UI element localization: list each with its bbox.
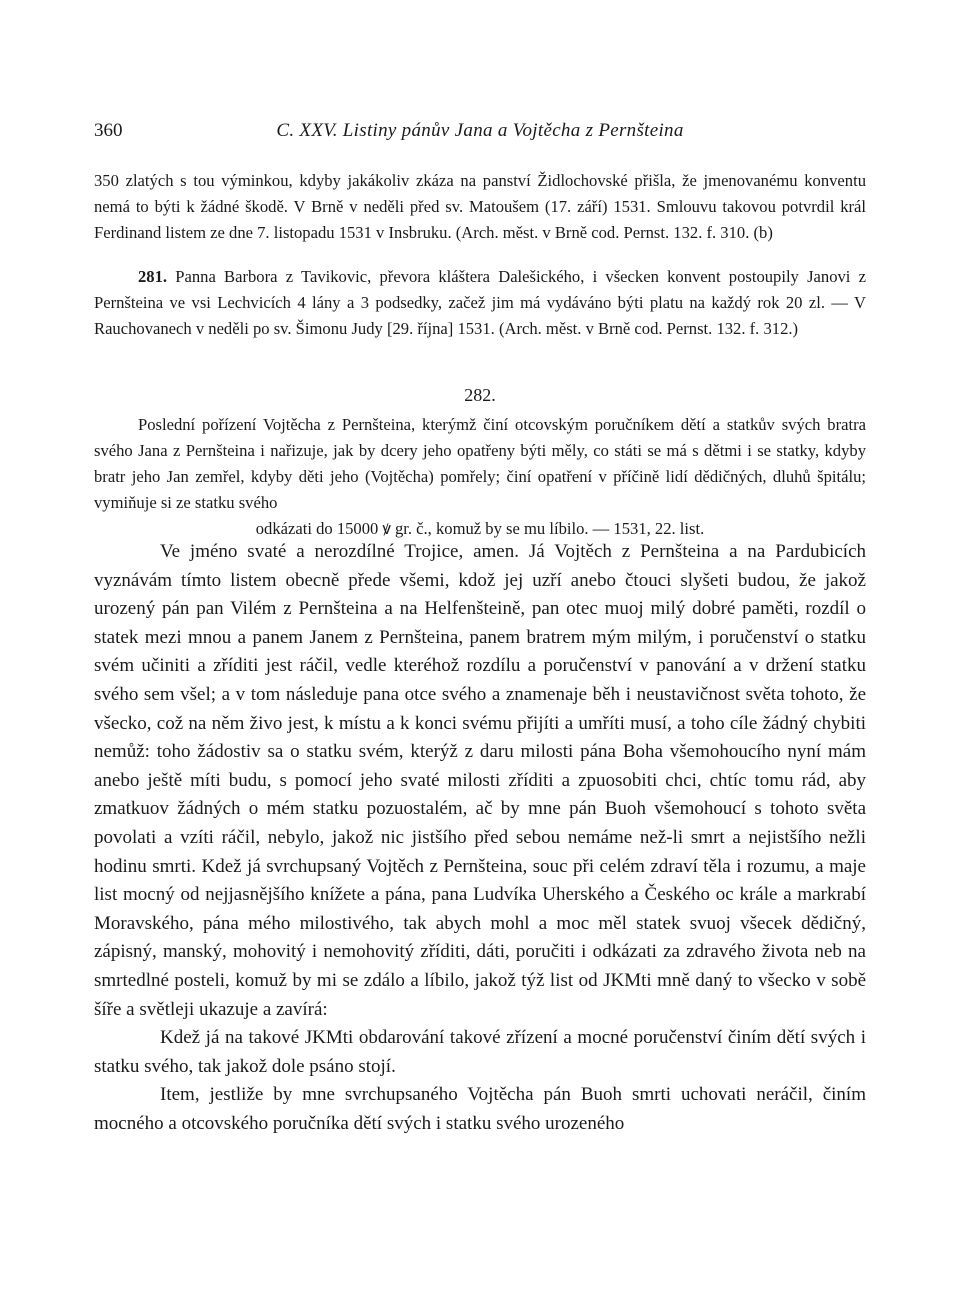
regest-last-line: odkázati do 15000 ꝟ gr. č., komuž by se mu líbilo. — 1531, 22. list. — [255, 519, 705, 538]
body-paragraph: Item, jestliže by mne svrchupsaného Vojtěcha pán Buoh smrti uchovati neráčil, činím mocného a otcovského poručníka dětí svých i statku svého urozeného — [94, 1084, 866, 1134]
entry-282-regest — [94, 412, 866, 542]
document-body — [94, 538, 866, 1138]
entry-282-number: 282. — [464, 385, 496, 405]
regest-text: Poslední pořízení Vojtěcha z Pernšteina, kterýmž činí otcovským poručníkem dětí a statkův svých bratra svého Jana z Pernšteina i nařizuje, jak by dcery jeho opatřeny býti měly, co státi se má s dětmi i se statky, kdyby bratr jeho Jan zemřel, kdyby děti jeho (Vojtěcha) pomřely; činí opatření v příčině lidí dědičných, dluhů špitálu; vymiňuje si ze statku svého — [94, 415, 866, 512]
entry-281-text: Panna Barbora z Tavikovic, převora kláštera Dalešického, i všecken konvent postoupily Janovi z Pernšteina ve vsi Lechvicích 4 lány a 3 podsedky, začež jim má vydáváno býti platu na každý rok 20 zl. — V Rauchovanech v neděli po sv. Šimonu Judy [29. října] 1531. (Arch. měst. v Brně cod. Pernst. 132. f. 312.) — [94, 267, 866, 338]
entry-281-number: 281. — [138, 267, 168, 286]
body-paragraph: Ve jméno svaté a nerozdílné Trojice, amen. Já Vojtěch z Pernšteina a na Pardubicích vyznávám tímto listem obecně přede všemi, kdož jej uzří anebo čtouci slyšeti budou, že jakož urozený pán pan Vilém z Pernšteina a na Helfenšteině, pan otec muoj milý dobré paměti, rozdíl o statek mezi mnou a panem Janem z Pernšteina, panem bratrem mým milým, i poručenství o statku svém učiniti a zříditi jest ráčil, vedle kteréhož rozdílu a poručenství v panování a v držení statku svého sem všel; a v tom následuje pana otce svého a znamenaje běh i neustavičnost světa tohoto, že všecko, což na něm živo jest, k místu a k konci svému přijíti a umříti musí, a toho cíle žádný chybiti nemůž: toho žádostiv sa o statku svém, kterýž z daru milosti pána Boha všemohoucího nyní mám anebo ještě míti budu, s pomocí jeho svaté milosti zříditi a zpuosobiti chci, chtíc tomu rád, aby zmatkuov žádných o mém statku pozuostalém, ač by mne pán Buoh všemohoucí s tohoto světa povolati a vzíti ráčil, nebylo, jakož nic jistšího před sebou nemáme než-li smrt a nejistšího nežli hodinu smrti. Kdež já svrchupsaný Vojtěch z Pernšteina, souc při celém zdraví těla i rozumu, a maje list mocný od nejjasnějšího knížete a pána, pana Ludvíka Uherského a Českého oc krále a markrabí Moravského, pána mého milostivého, tak abych mohl a moc měl statek svuoj všecek dědičný, zápisný, manský, mohovitý i nemohovitý zříditi, dáti, poručiti i odkázati za zdravého života neb na smrtedlné posteli, komuž by mi se zdálo a líbilo, jakož týž list od JKMti mně daný to všecko v sobě šíře a světleji ukazuje a zavírá: — [94, 541, 866, 1020]
page-number: 360 — [94, 120, 123, 141]
page-header — [94, 120, 866, 148]
entry-281 — [94, 264, 866, 342]
running-title: C. XXV. Listiny pánův Jana a Vojtěcha z Pernšteina — [276, 120, 684, 141]
continuation-paragraph — [94, 168, 866, 246]
continuation-text: 350 zlatých s tou výminkou, kdyby jakákoliv zkáza na panství Židlochovské přišla, že jmenovanému konventu nemá to býti k žádné škodě. V Brně v neděli před sv. Matoušem (17. září) 1531. Smlouvu takovou potvrdil král Ferdinand listem ze dne 7. listopadu 1531 v Insbruku. (Arch. měst. v Brně cod. Pernst. 132. f. 310. (b) — [94, 171, 866, 242]
body-paragraph: Kdež já na takové JKMti obdarování takové zřízení a mocné poručenství činím dětí svých i statku svého, tak jakož dole psáno stojí. — [94, 1027, 866, 1077]
entry-281-paragraph — [94, 264, 866, 342]
